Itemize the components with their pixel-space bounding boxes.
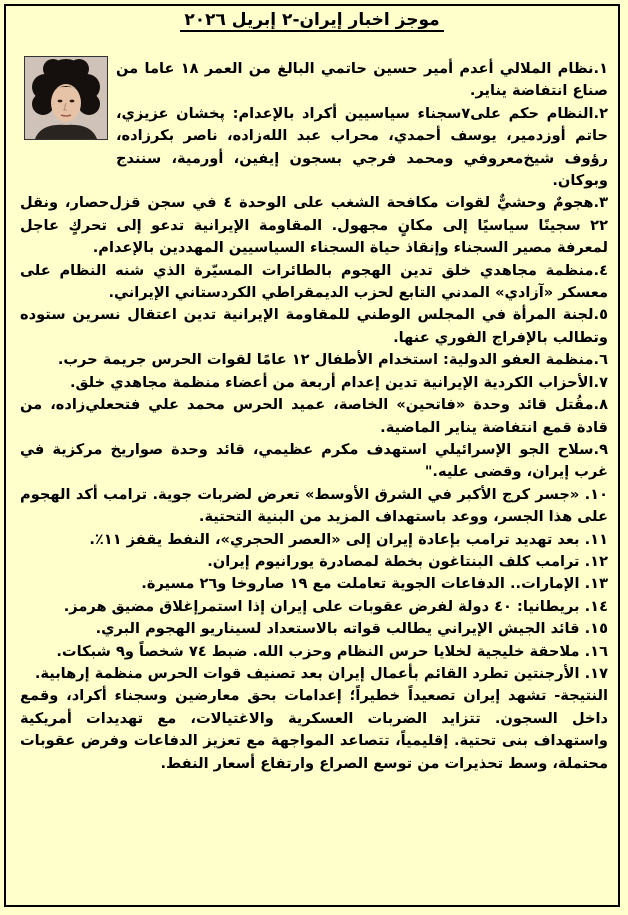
news-frame xyxy=(4,4,620,907)
news-item: ١٥. قائد الجيش الإيراني يطالب قواته بالاستعداد لسيناريو الهجوم البري. xyxy=(95,620,608,638)
news-list xyxy=(20,58,608,775)
news-item: ١١. بعد تهديد ترامب بإعادة إيران إلى «العصر الحجري»، النفط يقفز ١١٪. xyxy=(89,530,608,548)
news-item: ١٧. الأرجنتين تطرد القائم بأعمال إيران بعد تصنيف قوات الحرس منظمة إرهابية. xyxy=(34,664,608,682)
conclusion-paragraph: النتيجة- تشهد إيران تصعيداً خطيراً؛ إعدامات بحق معارضين وسجناء أكراد، وقمع داخل السجون. تتزايد الضربات العسكرية والاغتيالات، مع تهديدات أمريكية واستهداف بنى تحتية. إقليمياً، تتصاعد المواجهة مع تعزيز الدفاعات وفرض عقوبات محتملة، وسط تحذيرات من توسع الصراع وارتفاع أسعار النفط. xyxy=(20,687,608,772)
news-item: ١٣. الإمارات.. الدفاعات الجوية تعاملت مع ١٩ صاروخا و٢٦ مسيرة. xyxy=(141,575,608,593)
news-item: ٦.منظمة العفو الدولية: استخدام الأطفال ١٢ عامًا لقوات الحرس جريمة حرب. xyxy=(57,351,608,369)
news-item: ٧.الأحزاب الكردية الإيرانية تدين إعدام أربعة من أعضاء منظمة مجاهدي خلق. xyxy=(69,373,608,391)
page-title-text: موجز اخبار إيران-٢ إبريل ٢٠٢٦ xyxy=(180,10,443,32)
page-title xyxy=(6,10,618,30)
news-item: ٩.سلاح الجو الإسرائيلي استهدف مكرم عظيمي، قائد وحدة صواريخ مركزية في غرب إيران، وقضى عليه." xyxy=(20,440,608,481)
news-item: ١٢. ترامب كلف البنتاغون بخطة لمصادرة يورانيوم إيران. xyxy=(207,552,608,570)
news-item: ٥.لجنة المرأة في المجلس الوطني للمقاومة الإيرانية تدين اعتقال نسرين ستوده وتطالب بالإفراج الفوري عنها. xyxy=(20,306,608,346)
news-item: ١.نظام الملالي أعدم أمير حسين حاتمي البالغ من العمر ١٨ عاما من صناع انتفاضة يناير. xyxy=(116,60,609,100)
news-item: ٨.مقُتل قائد وحدة «فاتحين» الخاصة، عميد الحرس محمد علي فتحعلي‌زاده، من قادة قمع انتفاضة يناير الماضية. xyxy=(20,396,608,436)
news-item: ٤.منظمة مجاهدي خلق تدين الهجوم بالطائرات المسيّرة الذي شنه النظام على معسكر «آزادي» المدني التابع لحزب الديمقراطي الكردستاني الإيراني. xyxy=(20,261,608,302)
news-item: ١٤. بريطانيا: ٤٠ دولة لفرض عقوبات على إيران إذا استمرإغلاق مضيق هرمز. xyxy=(63,597,608,615)
news-item: ١٦. ملاحقة خليجية لخلايا حرس النظام وحزب الله. ضبط ٧٤ شخصاً و٩ شبكات. xyxy=(56,642,608,660)
news-item: ٢.النظام حكم على٧سجناء سياسيين أكراد بالإعدام: پخشان عزيزي، حاتم أوزدمير، يوسف أحمدي، محراب عبد الله‌زاده، ناصر بكرزاده، رؤوف شيخ‌معروفي ومحمد فرجي بسجون إيفين، أورمية، سنندج وبوكان. xyxy=(116,104,608,190)
news-item: ١٠. «جسر كرج الأكبر في الشرق الأوسط» تعرض لضربات جوية. ترامب أكد الهجوم على هذا الجسر، ووعد باستهداف المزيد من البنية التحتية. xyxy=(20,485,608,526)
news-item: ٣.هجومٌ وحشيٌّ لقوات مكافحة الشغب على الوحدة ٤ في سجن قزل‌حصار، ونقل ٢٢ سجينًا سياسيًا إلى مكانٍ مجهول. المقاومة الإيرانية تدعو إلى تحركٍ عاجل لمعرفة مصير السجناء وإنقاذ حياة السجناء السياسيين المهددين بالإعدام. xyxy=(20,194,608,257)
photo-spacer xyxy=(20,58,116,150)
